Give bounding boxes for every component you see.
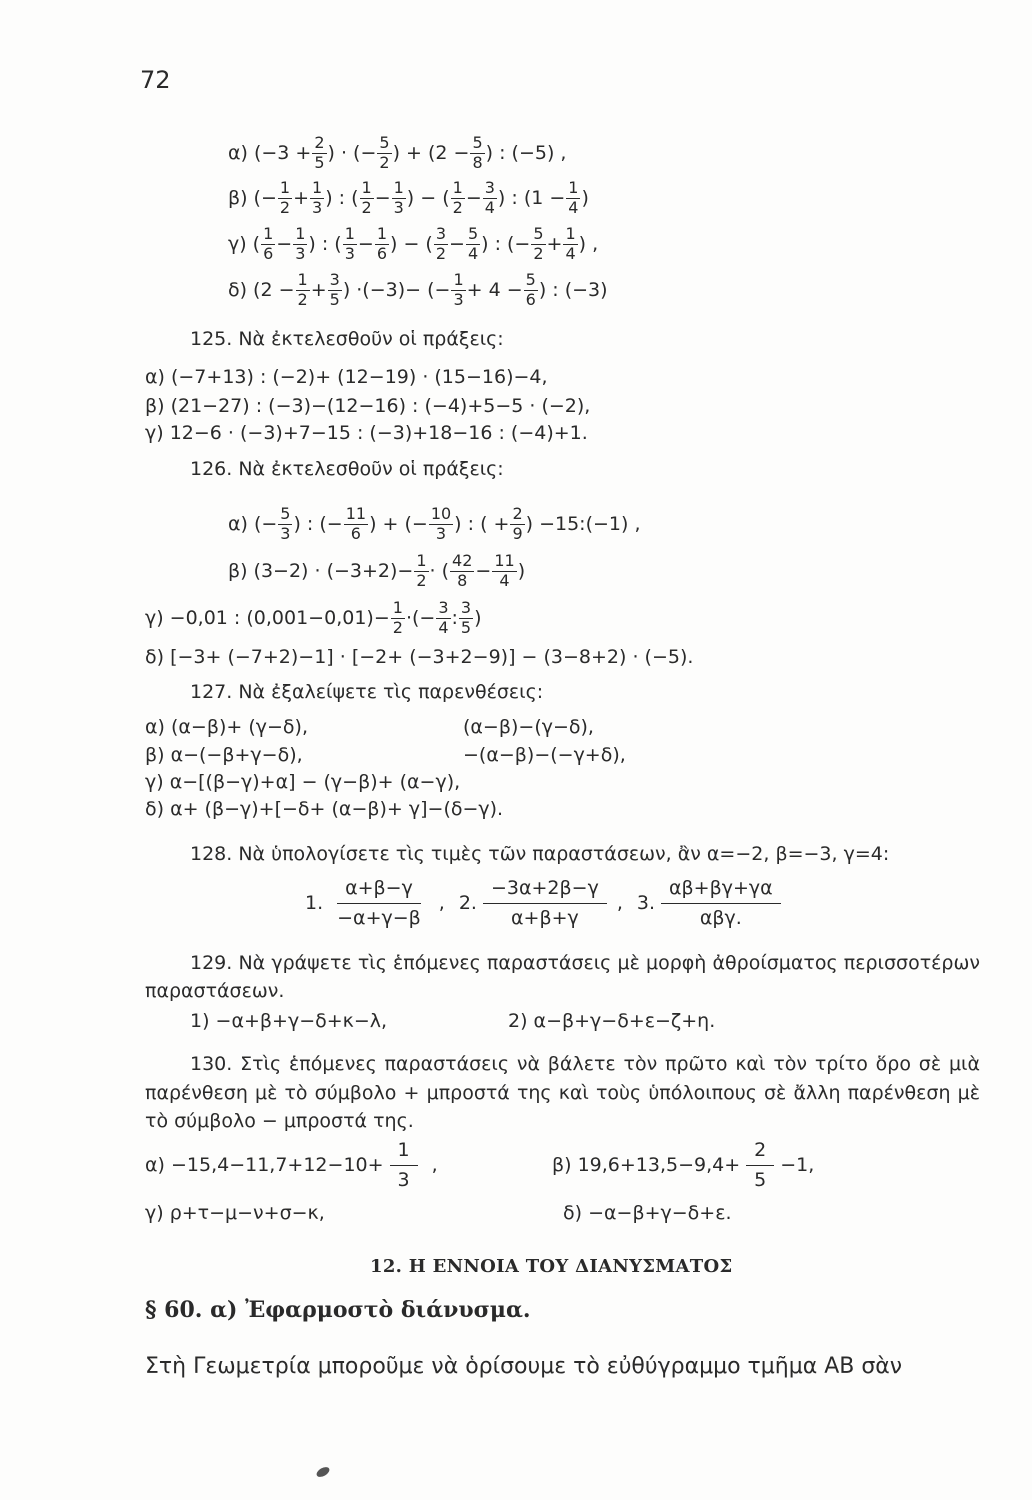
fraction xyxy=(524,272,538,309)
numerator: 5 xyxy=(280,504,291,523)
fraction xyxy=(390,1140,418,1191)
ex125-title: 125. Νὰ ἐκτελεσθοῦν οἱ πράξεις: xyxy=(190,328,504,350)
fraction xyxy=(466,226,480,263)
ex126-c xyxy=(145,600,482,637)
fraction xyxy=(310,180,324,217)
expr-text: β) 19,6+13,5−9,4+ xyxy=(552,1153,741,1176)
fraction xyxy=(531,226,545,263)
ink-smudge xyxy=(315,1465,331,1479)
ex127-d: δ) α+ (β−γ)+[−δ+ (α−β)+ γ]−(δ−γ). xyxy=(145,798,504,820)
numerator: 1 xyxy=(565,224,576,243)
numerator: 3 xyxy=(460,598,472,617)
ex127-c: γ) α−[(β−γ)+α] − (γ−β)+ (α−γ), xyxy=(145,771,461,793)
expr-text: : xyxy=(451,606,458,629)
expr-text: − xyxy=(357,232,374,255)
numerator: 1 xyxy=(392,598,403,617)
fraction xyxy=(483,180,497,217)
fraction xyxy=(344,506,368,543)
fraction xyxy=(360,180,374,217)
ex127-b1: β) α−(−β+γ−δ), xyxy=(145,744,303,766)
ex128-expressions xyxy=(305,878,787,929)
chapter-heading: 12. Η ΕΝΝΟΙΑ ΤΟΥ ΔΙΑΝΥΣΜΑΤΟΣ xyxy=(370,1256,733,1277)
separator: , xyxy=(616,891,623,914)
ex124-c xyxy=(228,226,598,263)
expr-text: + xyxy=(293,186,309,209)
section-heading: § 60. α) Ἐφαρμοστὸ διάνυσμα. xyxy=(145,1297,531,1323)
expr-text: + xyxy=(310,278,327,301)
fraction xyxy=(328,272,342,309)
numerator: 3 xyxy=(484,178,495,197)
fraction xyxy=(510,506,524,543)
expr-text: , xyxy=(431,1153,438,1176)
numerator: 1 xyxy=(312,178,323,197)
fraction xyxy=(451,180,465,217)
denominator: 2 xyxy=(452,197,463,217)
numerator: α+β−γ xyxy=(337,878,421,904)
expr-text: + xyxy=(546,232,563,255)
denominator: 6 xyxy=(525,289,536,309)
ex126-b xyxy=(228,553,525,590)
expr-text: ) ·(−3)− (− xyxy=(342,278,451,301)
body-paragraph: Στὴ Γεωμετρία μποροῦμε νὰ ὁρίσουμε τὸ εὐθύγραμμο τμῆμα ΑΒ σὰν xyxy=(145,1354,903,1379)
numerator: 10 xyxy=(430,504,452,523)
fraction xyxy=(293,226,307,263)
numerator: 2 xyxy=(314,133,325,152)
numerator: 1 xyxy=(390,1140,418,1166)
ex129-e1: 1) −α+β+γ−δ+κ−λ, xyxy=(190,1010,388,1032)
denominator: 2 xyxy=(361,197,372,217)
denominator: 3 xyxy=(280,523,291,543)
expr-text: ) xyxy=(517,559,526,582)
numerator: 1 xyxy=(393,178,404,197)
fraction xyxy=(296,272,310,309)
denominator: 5 xyxy=(460,617,472,637)
denominator: αβγ. xyxy=(699,906,742,929)
numerator: 1 xyxy=(279,178,291,197)
expr-text: α) −15,4−11,7+12−10+ xyxy=(145,1153,384,1176)
denominator: 2 xyxy=(435,243,447,263)
numerator: 5 xyxy=(525,270,536,289)
numerator: 1 xyxy=(453,270,464,289)
ex126-a xyxy=(228,506,641,543)
denominator: 3 xyxy=(435,523,447,543)
denominator: 5 xyxy=(314,152,325,172)
item-label: β) xyxy=(228,559,248,582)
fraction xyxy=(483,878,607,929)
numerator: 1 xyxy=(263,224,274,243)
item-label: γ) xyxy=(145,606,164,629)
ex130-d: δ) −α−β+γ−δ+ε. xyxy=(563,1202,732,1224)
fraction xyxy=(391,600,405,637)
numerator: 3 xyxy=(438,598,449,617)
ex127-a1: α) (α−β)+ (γ−δ), xyxy=(145,716,308,738)
expr-text: − xyxy=(449,232,465,255)
separator: , xyxy=(438,891,445,914)
numerator: 11 xyxy=(345,504,367,523)
fraction xyxy=(312,135,326,172)
ex125-a: α) (−7+13) : (−2)+ (12−19) · (15−16)−4, xyxy=(145,366,548,388)
numerator: 1 xyxy=(376,224,387,243)
denominator: 4 xyxy=(499,570,510,590)
expr-text: (− xyxy=(253,186,277,209)
expr-text: ) + (− xyxy=(369,512,428,535)
fraction xyxy=(459,600,473,637)
fraction xyxy=(392,180,406,217)
numerator: 42 xyxy=(452,551,473,570)
fraction xyxy=(343,226,357,263)
expr-text: − xyxy=(276,232,293,255)
ex126-title: 126. Νὰ ἐκτελεσθοῦν οἱ πράξεις: xyxy=(190,458,504,480)
fraction xyxy=(261,226,275,263)
denominator: 6 xyxy=(350,523,361,543)
denominator: 5 xyxy=(329,289,340,309)
fraction xyxy=(278,506,292,543)
denominator: 3 xyxy=(312,197,323,217)
expr-text: ) : (1 − xyxy=(497,186,566,209)
expr-text: − xyxy=(374,186,391,209)
numerator: 2 xyxy=(512,504,523,523)
item-label: δ) xyxy=(228,278,248,301)
expr-number: 3. xyxy=(636,891,656,914)
ex130-a xyxy=(145,1140,438,1191)
expr-text: ) − ( xyxy=(390,232,433,255)
expr-text: ) , xyxy=(578,232,599,255)
denominator: 2 xyxy=(297,289,308,309)
denominator: 6 xyxy=(263,243,274,263)
fraction xyxy=(451,272,465,309)
expr-text: ) : (−5) , xyxy=(485,141,567,164)
expr-text: ( xyxy=(252,232,261,255)
denominator: 3 xyxy=(393,197,404,217)
ex127-title: 127. Νὰ ἐξαλείψετε τὶς παρενθέσεις: xyxy=(190,681,544,703)
ex127-a2: (α−β)−(γ−δ), xyxy=(463,716,594,738)
expr-text: −0,01 : (0,001−0,01)− xyxy=(169,606,390,629)
denominator: 2 xyxy=(279,197,291,217)
expr-text: ) + (2 − xyxy=(392,141,470,164)
denominator: 3 xyxy=(295,243,306,263)
expr-number: 2. xyxy=(458,891,477,914)
denominator: 8 xyxy=(457,570,468,590)
fraction xyxy=(329,878,429,929)
item-label: α) xyxy=(228,512,248,535)
denominator: 4 xyxy=(568,197,579,217)
numerator: 1 xyxy=(297,270,308,289)
expr-text: + 4 − xyxy=(466,278,523,301)
numerator: 3 xyxy=(329,270,340,289)
numerator: 5 xyxy=(467,224,479,243)
expr-text: ) : (− xyxy=(293,512,343,535)
ex129-text: 129. Νὰ γράψετε τὶς ἑπόμενες παραστάσεις μὲ μορφὴ ἀθροίσματος περισσοτέρων παραστάσεων. xyxy=(145,952,980,1002)
fraction xyxy=(492,553,516,590)
numerator: 1 xyxy=(568,178,579,197)
fraction xyxy=(661,878,781,929)
fraction xyxy=(436,600,450,637)
ex126-d: δ) [−3+ (−7+2)−1] · [−2+ (−3+2−9)] − (3−8+2) · (−5). xyxy=(145,646,694,668)
item-label: γ) xyxy=(228,232,247,255)
numerator: 5 xyxy=(533,224,544,243)
expr-text: − xyxy=(475,559,492,582)
denominator: 3 xyxy=(397,1168,410,1191)
fraction xyxy=(375,226,389,263)
fraction xyxy=(563,226,577,263)
fraction xyxy=(470,135,484,172)
expr-text: ) : ( + xyxy=(454,512,510,535)
expr-text: ) xyxy=(581,186,589,209)
numerator: 1 xyxy=(344,224,355,243)
denominator: 2 xyxy=(533,243,544,263)
expr-text: (2 − xyxy=(253,278,295,301)
expr-text: ) − ( xyxy=(406,186,450,209)
denominator: 4 xyxy=(484,197,495,217)
page-number: 72 xyxy=(140,66,171,94)
fraction xyxy=(450,553,474,590)
expr-text: ) −15:(−1) , xyxy=(525,512,641,535)
fraction xyxy=(746,1140,774,1191)
ex130-c: γ) ρ+τ−μ−ν+σ−κ, xyxy=(145,1202,325,1224)
numerator: 1 xyxy=(361,178,372,197)
numerator: 1 xyxy=(295,224,306,243)
denominator: 8 xyxy=(472,152,483,172)
expr-text: ) : (− xyxy=(481,232,531,255)
fraction xyxy=(434,226,448,263)
fraction xyxy=(278,180,292,217)
ex130-text: 130. Στὶς ἑπόμενες παραστάσεις νὰ βάλετε τὸν πρῶτο καὶ τὸν τρίτο ὅρο σὲ μιὰ παρένθεση μὲ τὸ σύμβολο + μπροστά της καὶ τοὺς ὑπόλοιπους σὲ ἄλλη παρένθεση μὲ τὸ σύμβολο − μπροστά της. xyxy=(145,1053,980,1132)
denominator: 4 xyxy=(438,617,449,637)
numerator: 5 xyxy=(472,133,483,152)
expr-text: · ( xyxy=(429,559,450,582)
denominator: 2 xyxy=(379,152,390,172)
item-label: β) xyxy=(228,186,248,209)
denominator: 2 xyxy=(392,617,403,637)
ex127-b2: −(α−β)−(−γ+δ), xyxy=(463,744,626,766)
ex124-b xyxy=(228,180,589,217)
expr-text: ) : ( xyxy=(308,232,342,255)
numerator: 5 xyxy=(379,133,390,152)
expr-text: ·(− xyxy=(405,606,436,629)
denominator: α+β+γ xyxy=(511,906,579,929)
expr-text: ) : ( xyxy=(325,186,359,209)
fraction xyxy=(377,135,391,172)
numerator: 3 xyxy=(435,224,447,243)
expr-number: 1. xyxy=(305,891,324,914)
denominator: 3 xyxy=(344,243,355,263)
ex129-e2: 2) α−β+γ−δ+ε−ζ+η. xyxy=(508,1010,716,1032)
numerator: αβ+βγ+γα xyxy=(661,878,781,904)
ex125-b: β) (21−27) : (−3)−(12−16) : (−4)+5−5 · (−2), xyxy=(145,395,591,417)
denominator: 2 xyxy=(416,570,427,590)
numerator: 1 xyxy=(452,178,463,197)
numerator: 2 xyxy=(746,1140,774,1166)
expr-text: − xyxy=(465,186,482,209)
numerator: 11 xyxy=(494,551,515,570)
ex124-a xyxy=(228,135,566,172)
denominator: −α+γ−β xyxy=(337,906,421,929)
denominator: 6 xyxy=(376,243,387,263)
denominator: 5 xyxy=(754,1168,767,1191)
ex124-d xyxy=(228,272,608,309)
item-label: α) xyxy=(228,141,248,164)
ex128-title: 128. Νὰ ὑπολογίσετε τὶς τιμὲς τῶν παραστάσεων, ἂν α=−2, β=−3, γ=4: xyxy=(190,843,890,865)
fraction xyxy=(414,553,428,590)
denominator: 9 xyxy=(512,523,523,543)
ex125-c: γ) 12−6 · (−3)+7−15 : (−3)+18−16 : (−4)+1. xyxy=(145,422,588,444)
numerator: −3α+2β−γ xyxy=(483,878,607,904)
fraction xyxy=(566,180,580,217)
numerator: 1 xyxy=(416,551,427,570)
expr-text: (3−2) · (−3+2)− xyxy=(253,559,414,582)
expr-text: (−3 + xyxy=(253,141,312,164)
denominator: 4 xyxy=(467,243,479,263)
expr-text: −1, xyxy=(780,1153,815,1176)
fraction xyxy=(429,506,453,543)
ex130-b xyxy=(552,1140,814,1191)
denominator: 4 xyxy=(565,243,576,263)
denominator: 3 xyxy=(453,289,464,309)
expr-text: ) xyxy=(474,606,482,629)
expr-text: ) · (− xyxy=(327,141,377,164)
expr-text: ) : (−3) xyxy=(538,278,608,301)
expr-text: (− xyxy=(253,512,278,535)
